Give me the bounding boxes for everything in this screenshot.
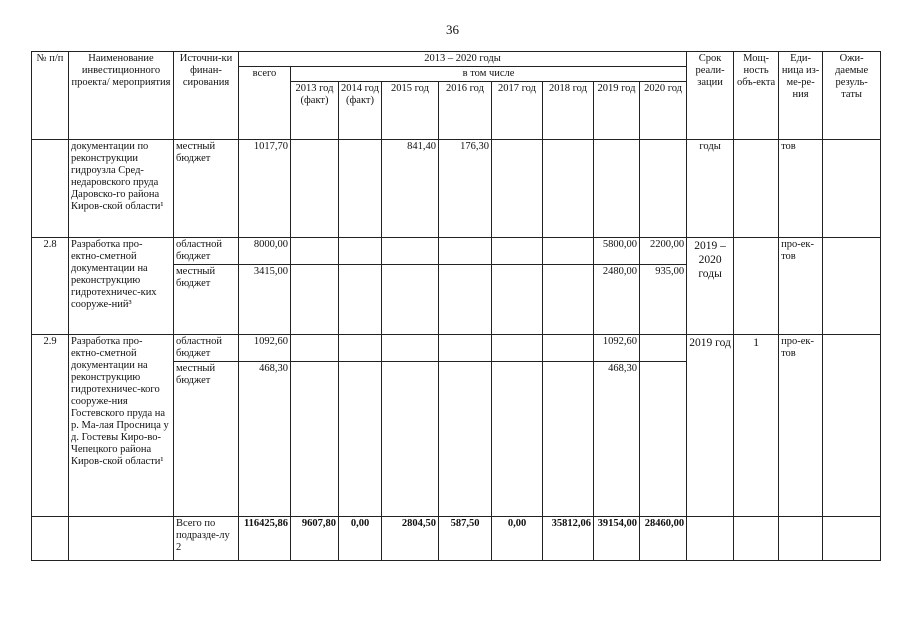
total-2020: 28460,00 [640, 517, 687, 561]
total-2018: 35812,06 [543, 517, 594, 561]
value-2016: 176,30 [439, 140, 492, 238]
row-number: 2.9 [32, 335, 69, 517]
header-year-2020: 2020 год [640, 82, 687, 140]
header-capacity: Мощ-ность объ-екта [734, 52, 779, 140]
total-value: 3415,00 [239, 265, 291, 335]
table-row [32, 140, 881, 238]
value-2015: 841,40 [382, 140, 439, 238]
total-value: 468,30 [239, 362, 291, 517]
header-num: № п/п [32, 52, 69, 140]
header-unit: Еди-ница из-ме-ре-ния [779, 52, 823, 140]
funding-source: местный бюджет [174, 265, 239, 335]
grand-total: 116425,86 [239, 517, 291, 561]
total-value: 8000,00 [239, 238, 291, 265]
value-2020: 935,00 [640, 265, 687, 335]
total-value: 1092,60 [239, 335, 291, 362]
total-2015: 2804,50 [382, 517, 439, 561]
total-2019: 39154,00 [594, 517, 640, 561]
funding-source: местный бюджет [174, 140, 239, 238]
term: 2019 год [687, 335, 734, 517]
capacity: 1 [734, 335, 779, 517]
page-number: 36 [446, 22, 459, 37]
funding-source: местный бюджет [174, 362, 239, 517]
value-2019: 468,30 [594, 362, 640, 517]
header-year-2013: 2013 год (факт) [291, 82, 339, 140]
unit: про-ек-тов [779, 238, 823, 335]
header-year-2016: 2016 год [439, 82, 492, 140]
value-2019: 5800,00 [594, 238, 640, 265]
header-results: Ожи-даемые резуль-таты [823, 52, 881, 140]
header-including: в том числе [291, 67, 687, 82]
header-year-2014: 2014 год (факт) [339, 82, 382, 140]
project-name: документации по реконструкции гидроузла Сред-недаровского пруда Даровско-го района Киров-ской области¹ [69, 140, 174, 238]
header-name: Наименование инвестиционного проекта/ мероприятия [69, 52, 174, 140]
investment-table [31, 51, 881, 561]
unit: тов [779, 140, 823, 238]
project-name: Разработка про-ектно-сметной документации на реконструкцию гидротехничес-кого сооруже-ния Гостевского пруда на р. Ма-лая Просница у д. Гостевы Киро-во-Чепецкого района Киров-ской области¹ [69, 335, 174, 517]
funding-source: областной бюджет [174, 335, 239, 362]
header-year-2018: 2018 год [543, 82, 594, 140]
total-2016: 587,50 [439, 517, 492, 561]
total-value: 1017,70 [239, 140, 291, 238]
row-number: 2.8 [32, 238, 69, 335]
term: годы [687, 140, 734, 238]
header-period: 2013 – 2020 годы [239, 52, 687, 67]
table-row [32, 335, 881, 362]
header-year-2015: 2015 год [382, 82, 439, 140]
total-2014: 0,00 [339, 517, 382, 561]
funding-source: областной бюджет [174, 238, 239, 265]
total-label: Всего по подразде-лу 2 [174, 517, 239, 561]
term: 2019 – 2020 годы [687, 238, 734, 335]
header-year-2017: 2017 год [492, 82, 543, 140]
value-2020: 2200,00 [640, 238, 687, 265]
header-source: Источни-ки финан-сирования [174, 52, 239, 140]
total-2017: 0,00 [492, 517, 543, 561]
value-2019: 1092,60 [594, 335, 640, 362]
total-2013: 9607,80 [291, 517, 339, 561]
project-name: Разработка про-ектно-сметной документации на реконструкцию гидротехничес-ких сооруже-ний³ [69, 238, 174, 335]
total-row [32, 517, 881, 561]
header-term: Срок реали-зации [687, 52, 734, 140]
header-total: всего [239, 67, 291, 140]
value-2019: 2480,00 [594, 265, 640, 335]
header-year-2019: 2019 год [594, 82, 640, 140]
unit: про-ек-тов [779, 335, 823, 517]
table-row [32, 238, 881, 265]
